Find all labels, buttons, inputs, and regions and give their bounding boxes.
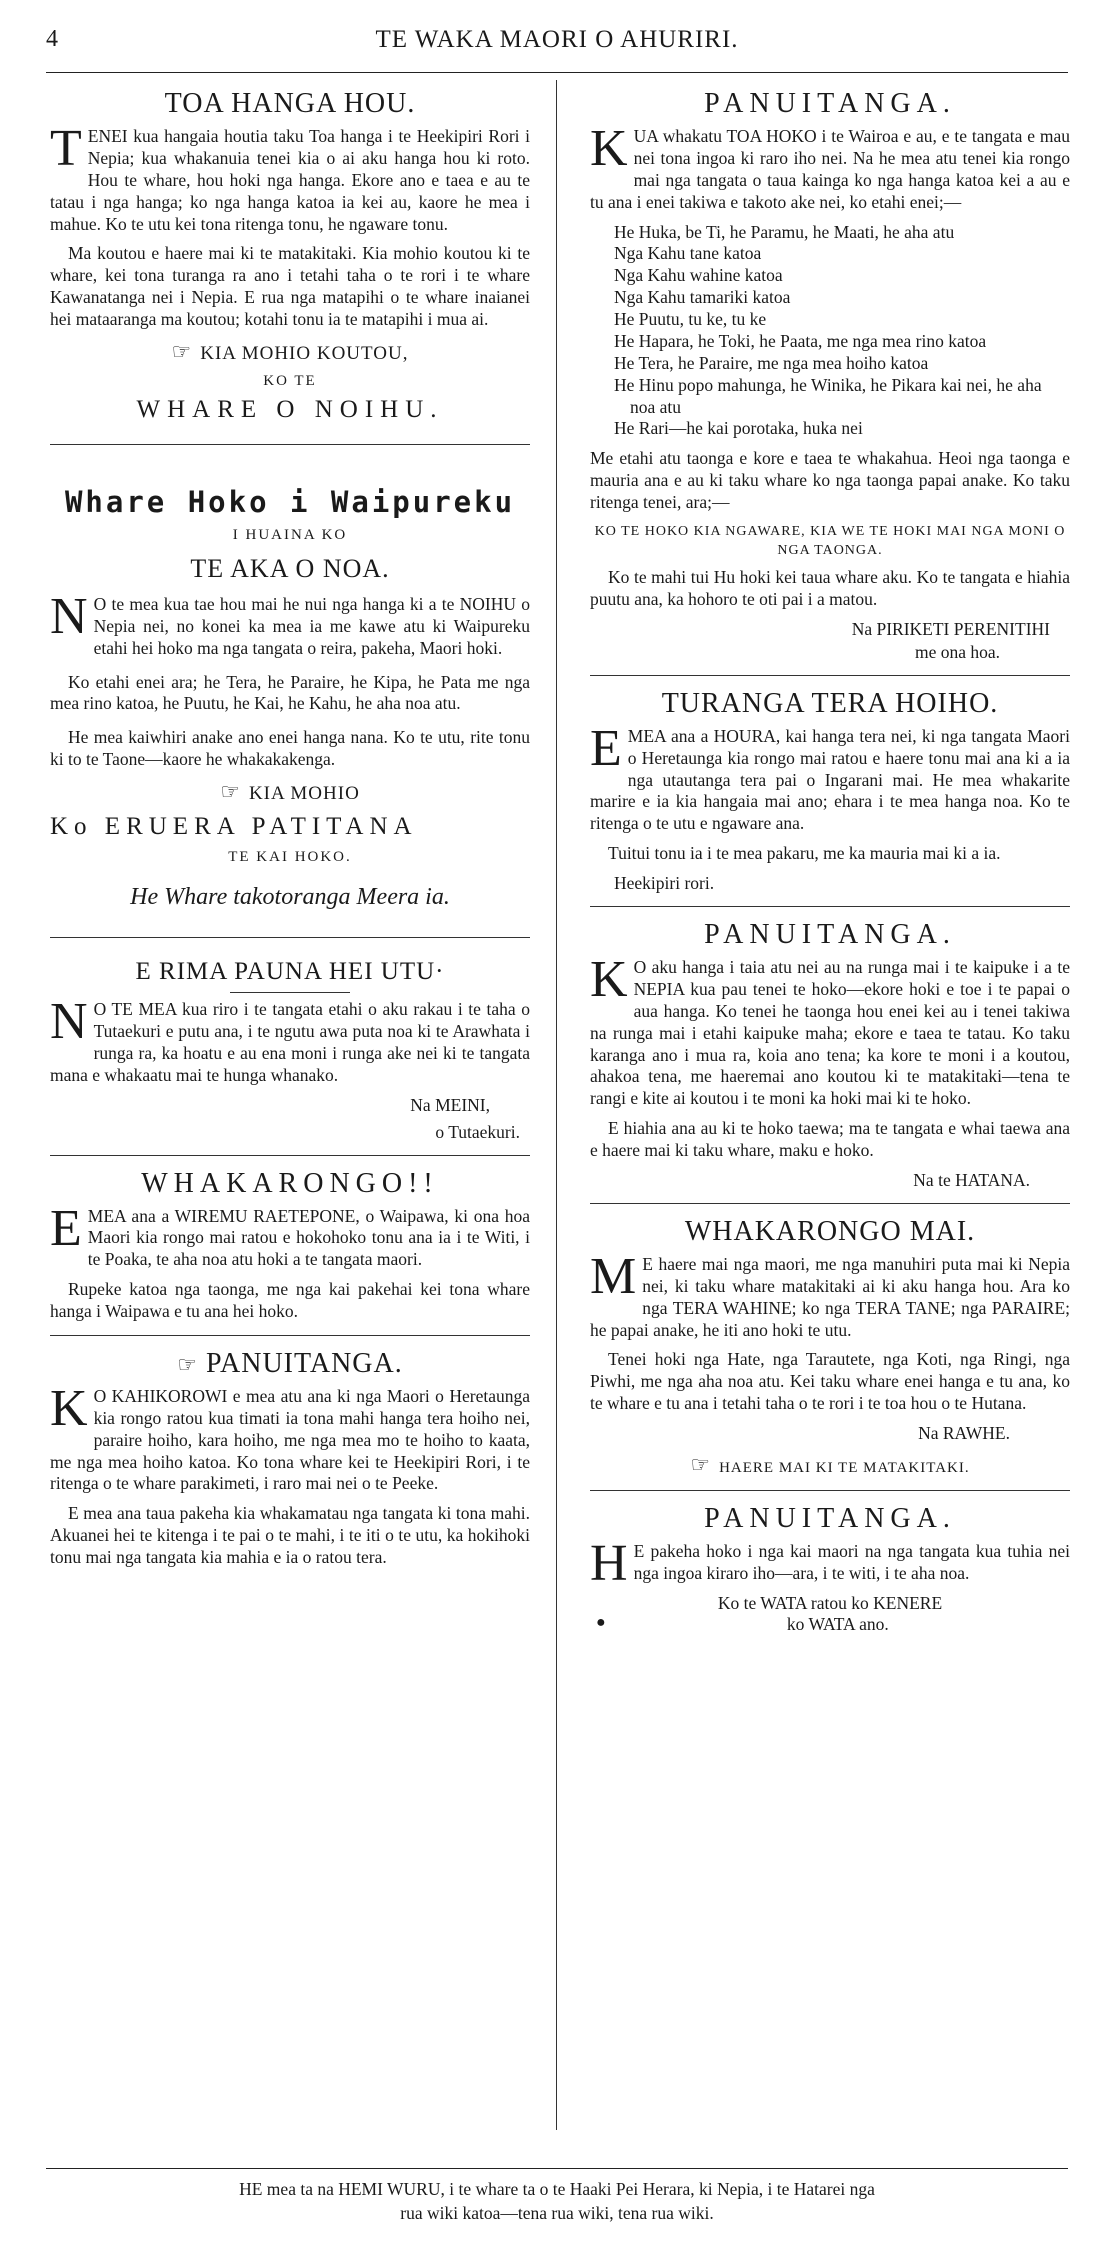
tagline: He Whare takotoranga Meera ia. <box>130 884 450 910</box>
signature: Na MEINI, <box>410 1094 490 1115</box>
signature: Na RAWHE. <box>918 1423 1010 1444</box>
paragraph: Ko etahi enei ara; he Tera, he Paraire, he Kipa, he Pata me nga mea rino katoa, he Puutu, he Kai, he Kahu, he aha noa atu. <box>50 671 530 714</box>
drop-cap: H <box>590 1535 628 1593</box>
signature: Na te HATANA. <box>913 1169 1030 1190</box>
pointing-hand-icon: ☞ <box>171 338 193 364</box>
newspaper-title: TE WAKA MAORI O AHURIRI. <box>375 26 739 53</box>
ad-subtitle: I HUAINA KO <box>232 526 348 543</box>
signature: Na PIRIKETI PERENITIHI <box>851 618 1050 639</box>
drop-cap: N <box>50 587 88 645</box>
paragraph: O te mea kua tae hou mai he nui nga hanga ki a te NOIHU o Nepia nei, no konei ka mea ia me kawe atu ki Waipureku etahi hei hoko ma nga tangata o reira, pakeha, Maori hoki. <box>93 593 530 658</box>
ad-title: WHAKARONGO!! <box>141 1167 439 1199</box>
ad-body <box>590 567 1070 611</box>
ad-subtitle: TE AKA O NOA. <box>190 553 390 583</box>
ad-body <box>590 1535 1070 1593</box>
imprint <box>46 2178 1068 2225</box>
merchant-role: TE KAI HOKO. <box>228 849 352 865</box>
drop-cap: K <box>590 120 628 177</box>
paragraph: E hiahia ana au ki te hoko taewa; ma te tangata e whai taewa ana e haere mai ki taku whare, maku e hoko. <box>590 1118 1070 1161</box>
paragraph: MEA ana a WIREMU RAETEPONE, o Waipawa, ki ona hoa Maori kia rongo mai ratou e hokohoko tonu ana ia i te Witi, i te Poaka, te aha noa atu hoki a te tangata maori. <box>87 1205 530 1270</box>
paragraph: O KAHIKOROWI e mea atu ana ki nga Maori o Heretaunga kia rongo ratou kua timati ia tona mahi hanga tera hoiho nei, paraire hoiho, kara hoiho, me nga mea mo te hoiho to kaata, me nga mea hoiho katoa. Ko tona whare kei te Heekipiri Rori, i te ritenga o te whare parakimeti, i raro mai nei o te Peeke. <box>50 1385 530 1494</box>
drop-cap: N <box>50 993 88 1050</box>
signature-line: ● ko WATA ano. <box>596 1613 889 1634</box>
paragraph: Me etahi atu taonga e kore e taea te whakahua. Heoi nga taonga e mauria ana e au ki taku whare ko nga taonga papai anake. Ko taku ritenga tenei, ara;— <box>590 448 1070 512</box>
column-divider <box>556 80 557 2130</box>
ad-title: PANUITANGA. <box>704 1503 956 1535</box>
list-item: He Hinu popo mahunga, he Winika, he Pikara kai nei, he aha noa atu <box>614 374 1042 417</box>
ad-body <box>50 120 530 331</box>
separator <box>590 906 1070 907</box>
ad-e-rima-pauna <box>50 958 530 1143</box>
paragraph: Tuitui tonu ia i te mea pakaru, me ka mauria mai ki a ia. <box>608 843 1001 864</box>
signature: Heekipiri rori. <box>614 873 715 894</box>
ad-panuitanga-kahikorowi <box>50 1348 530 1569</box>
notice-line: ☞ KIA MOHIO KOUTOU, <box>171 338 409 364</box>
drop-cap: K <box>590 951 628 1009</box>
ad-body <box>50 1379 530 1569</box>
ad-panuitanga-wata <box>590 1503 1070 1635</box>
ad-title: Whare Hoko i Waipureku <box>64 484 516 519</box>
paragraph: UA whakatu TOA HOKO i te Wairoa e au, e te tangata e mau nei tona ingoa ki raro iho nei. Na he mea atu tenei kia rongo mai nga tangata o taua kainga ko nga hanga katoa kei a au e tu ana i enei takiwa e takoto ake nei, ko etahi enei;— <box>590 126 1070 212</box>
ad-toa-hanga-hou <box>50 88 530 424</box>
paragraph: MEA ana a HOURA, kai hanga tera nei, ki nga tangata Maori o Heretaunga kia rongo mai ratou e haere tonu mai ana ki a ia nga utautanga tera pai o Ingarani mai. He mea whakarite marire e ia kia hangaia mai ano; ehara i te mea hanga noa. Ko te ritenga o te utu e ngaware ana. <box>590 725 1070 834</box>
left-column <box>50 82 530 1577</box>
ad-body <box>590 448 1070 514</box>
merchant-name: Ko ERUERA PATITANA <box>50 813 418 840</box>
separator <box>50 444 530 445</box>
paragraph: ENEI kua hangaia houtia taku Toa hanga i te Heekipiri Rori i Nepia; kua whakanuia tenei kia o ai aku hanga hou ki roto. Hou te whare, hou hoki nga hanga. Ekore ano e taea e au te tatau i nga hanga; ko nga hanga katoa ia kei au, kaore he mea i mahue. Ko te utu kei tona ritenga tonu, he ngaware tonu. <box>50 126 530 234</box>
ad-turanga-tera-hoiho <box>590 688 1070 894</box>
ad-title: E RIMA PAUNA HEI UTU· <box>135 958 445 985</box>
drop-cap: M <box>590 1247 637 1305</box>
signature: Ko te WATA ratou ko KENERE <box>717 1592 943 1613</box>
separator <box>590 1203 1070 1204</box>
drop-cap: K <box>50 1379 88 1437</box>
list-item: He Rari—he kai porotaka, huka nei <box>614 418 863 439</box>
list-item: Nga Kahu tamariki katoa <box>614 287 791 308</box>
ad-whakarongo-mai <box>590 1216 1070 1478</box>
ad-title: TURANGA TERA HOIHO. <box>661 687 999 719</box>
paragraph: He mea kaiwhiri anake ano enei hanga nana. Ko te utu, rite tonu ki to te Taone—kaore he whakakakenga. <box>50 727 530 770</box>
signature-note: me ona hoa. <box>914 641 1000 662</box>
pointing-hand-icon: ☞ <box>177 1351 198 1377</box>
imprint-line: rua wiki katoa—tena rua wiki, tena rua wiki. <box>400 2202 714 2223</box>
separator <box>50 1335 530 1336</box>
list-item: Nga Kahu tane katoa <box>614 243 762 264</box>
imprint-line: HE mea ta na HEMI WURU, i te whare ta o te Haaki Pei Herara, ki Nepia, i te Hatarei nga <box>239 2179 875 2199</box>
list-item: He Huka, be Ti, he Paramu, he Maati, he aha atu <box>614 221 955 242</box>
store-name: WHARE O NOIHU. <box>136 395 444 423</box>
paragraph: O aku hanga i taia atu nei au na runga mai i te kaipuke i a te NEPIA kua pau tenei te hoko—ekore hoki e toe i te papai o aua hanga. Ko tenei he taonga hou enei kei au i tenei takiwa na runga mai i etahi kaipuke maha; ekore e taea te tatau. Ko taku karanga ano i mua ra, koia ano tena; ka kore te moni i a koutou, ahakoa tena, me haeremai ano koutou ki te matakitaki—tena te rangi e kite ai koutou i te moni ka hoki mai ki te hoko. <box>590 957 1070 1109</box>
paragraph: E mea ana taua pakeha kia whakamatau nga tangata ki tona mahi. Akuanei hei te kitenga i te pai o te mahi, i te iti o te utu, ka hokihoki tonu mai nga tangata kia mahia e ia o ratou tera. <box>50 1503 530 1567</box>
ad-panuitanga-hatana <box>590 919 1070 1191</box>
header-rule <box>46 72 1068 73</box>
ad-body <box>590 120 1070 214</box>
pricing-note: KO TE HOKO KIA NGAWARE, KIA WE TE HOKI MAI NGA MONI O NGA TAONGA. <box>594 523 1066 559</box>
list-item: Nga Kahu wahine katoa <box>614 265 783 286</box>
ko-te-label: KO TE <box>263 372 317 389</box>
ad-panuitanga-wairoa <box>590 88 1070 663</box>
ad-title: PANUITANGA. <box>704 919 956 951</box>
bullet-icon: ● <box>596 1613 606 1631</box>
paragraph: Ma koutou e haere mai ki te matakitaki. Kia mohio koutou ki te whare, kei tona turanga ra ano i tetahi taha o te rori i te whare Kawanatanga nei i Nepia. E rua nga matapihi o te whare inaianei hei mataaranga ma koutou; kotahi tonu ia te matapihi i mua ai. <box>50 243 530 329</box>
separator <box>50 937 530 938</box>
ad-body <box>50 993 530 1087</box>
goods-list <box>590 222 1070 441</box>
ad-body <box>50 587 530 771</box>
ad-title: WHAKARONGO MAI. <box>684 1215 976 1247</box>
ad-title: TOA HANGA HOU. <box>164 88 416 119</box>
signature-place: o Tutaekuri. <box>435 1121 520 1142</box>
paragraph: O TE MEA kua riro i te tangata etahi o aku rakau i te taha o Tutaekuri e putu ana, i te ngutu awa puta noa ki te Arawhata i runga ra, ka hoatu e au ena moni i runga ake nei ki te tangata mana e whakaatu mai te hunga whanako. <box>50 999 530 1085</box>
separator <box>50 1155 530 1156</box>
right-column <box>590 82 1070 1635</box>
ad-whakarongo <box>50 1168 530 1323</box>
paragraph: E haere mai nga maori, me nga manuhiri puta mai ki Nepia nei, ki taku whare matakitaki ai ki aku hanga hou. Ara ko nga TERA WAHINE; ko nga TERA TANE; nga PARAIRE; he papai anake, he iti ano hoki te utu. <box>590 1253 1070 1340</box>
ad-whare-hoko <box>50 485 530 911</box>
notice-line: ☞ KIA MOHIO <box>220 779 360 804</box>
ad-title: PANUITANGA. <box>704 88 956 119</box>
drop-cap: T <box>50 120 82 177</box>
page-header <box>0 22 1114 58</box>
footer-rule <box>46 2168 1068 2169</box>
notice-line: ☞ HAERE MAI KI TE MATAKITAKI. <box>690 1452 970 1478</box>
ad-title: ☞ PANUITANGA. <box>177 1347 403 1379</box>
ad-body <box>50 1199 530 1323</box>
ad-body <box>590 951 1070 1162</box>
separator <box>590 675 1070 676</box>
list-item: He Puutu, tu ke, tu ke <box>614 309 767 329</box>
paragraph: Ko te mahi tui Hu hoki kei taua whare aku. Ko te tangata e hiahia puutu ana, ka hohoro te oti pai i a matou. <box>590 567 1070 609</box>
drop-cap: E <box>590 719 622 777</box>
paragraph: E pakeha hoko i nga kai maori na nga tangata kua tuhia nei nga ingoa kiraro iho—ara, i te witi, i te aha noa. <box>633 1541 1070 1583</box>
ad-body <box>590 1247 1070 1415</box>
separator <box>590 1490 1070 1491</box>
paragraph: Tenei hoki nga Hate, nga Tarautete, nga Koti, nga Ringi, nga Piwhi, me nga aha noa atu. Kei taku whare enei hanga e tu ana, ko te whare e tu ana i tetahi taha o te rori i te toa hou o te Hutana. <box>590 1349 1070 1414</box>
drop-cap: E <box>50 1199 82 1257</box>
page-number: 4 <box>46 26 58 52</box>
pointing-hand-icon: ☞ <box>220 779 241 804</box>
list-item: He Tera, he Paraire, me nga mea hoiho katoa <box>614 352 929 373</box>
paragraph: Rupeke katoa nga taonga, me nga kai pakehai kei tona whare hanga i Waipawa e tu ana hei hoko. <box>50 1279 530 1321</box>
pointing-hand-icon: ☞ <box>690 1452 712 1478</box>
short-rule <box>230 992 350 993</box>
ad-body <box>590 719 1070 865</box>
list-item: He Hapara, he Toki, he Paata, me nga mea rino katoa <box>614 330 987 351</box>
